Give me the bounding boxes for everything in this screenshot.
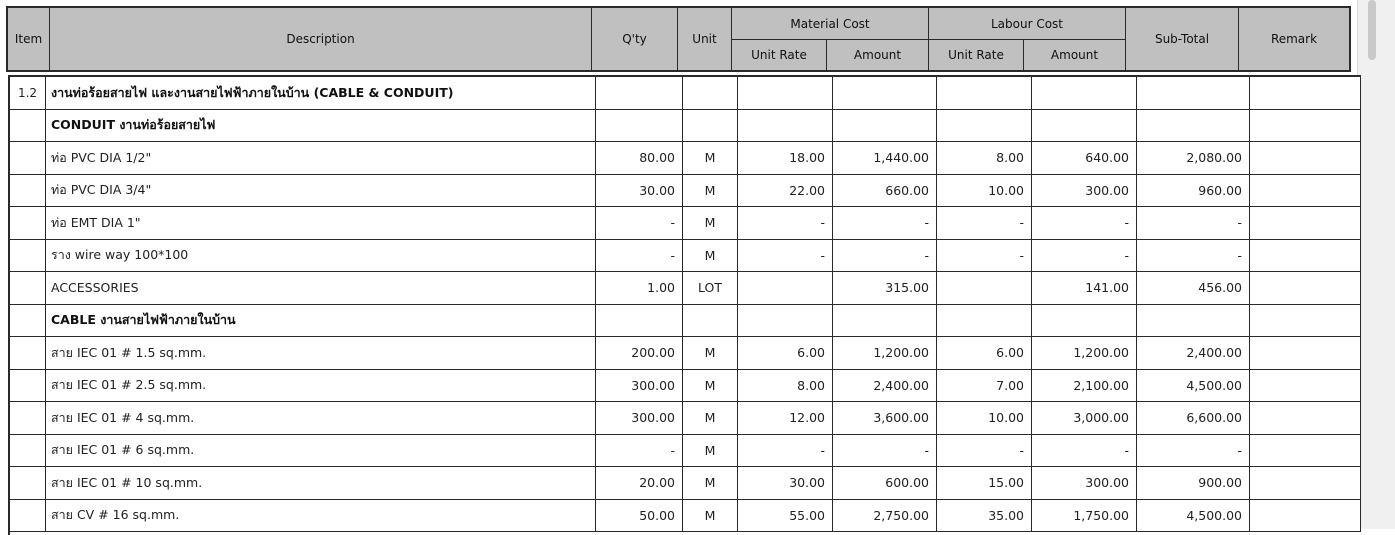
remark-cell (1250, 240, 1361, 272)
unit-cell: M (683, 435, 738, 467)
sub-total-cell (1137, 305, 1250, 337)
labour-unit-rate-cell: 8.00 (937, 142, 1032, 174)
material-unit-rate-cell: 22.00 (738, 175, 833, 207)
table-row (10, 207, 1361, 240)
labour-amount-cell: 1,750.00 (1032, 500, 1137, 532)
qty-cell (596, 77, 683, 109)
table-row (10, 175, 1361, 208)
remark-cell (1250, 272, 1361, 304)
item-cell (10, 240, 46, 272)
material-amount-cell: 1,200.00 (833, 337, 937, 369)
remark-cell (1250, 435, 1361, 467)
table-row (10, 77, 1361, 110)
header-item-label: Item (14, 32, 43, 46)
item-cell (10, 207, 46, 239)
material-amount-cell: - (833, 435, 937, 467)
unit-cell: M (683, 370, 738, 402)
material-amount-cell: 2,400.00 (833, 370, 937, 402)
sub-total-cell: 456.00 (1137, 272, 1250, 304)
header-remark-label: Remark (1270, 32, 1318, 46)
remark-cell (1250, 175, 1361, 207)
qty-cell: 50.00 (596, 500, 683, 532)
remark-cell (1250, 402, 1361, 434)
remark-cell (1250, 370, 1361, 402)
material-unit-rate-cell (738, 305, 833, 337)
labour-unit-rate-cell (937, 77, 1032, 109)
header-labour-unit-rate (929, 39, 1024, 70)
labour-amount-cell (1032, 305, 1137, 337)
header-unit (678, 8, 732, 70)
description-cell: CONDUIT งานท่อร้อยสายไฟ (46, 110, 596, 142)
unit-cell (683, 77, 738, 109)
labour-unit-rate-cell: 35.00 (937, 500, 1032, 532)
description-cell: ท่อ PVC DIA 3/4" (46, 175, 596, 207)
sub-total-cell: 2,080.00 (1137, 142, 1250, 174)
table-row (10, 435, 1361, 468)
description-cell: สาย IEC 01 # 4 sq.mm. (46, 402, 596, 434)
remark-cell (1250, 337, 1361, 369)
material-unit-rate-cell: - (738, 240, 833, 272)
description-cell: งานท่อร้อยสายไฟ และงานสายไฟฟ้าภายในบ้าน (CABLE & CONDUIT) (46, 77, 596, 109)
qty-cell (596, 110, 683, 142)
table-row (10, 402, 1361, 435)
header-remark (1239, 8, 1349, 70)
sub-total-cell: - (1137, 207, 1250, 239)
header-labour-cost-label: Labour Cost (990, 16, 1064, 31)
sub-total-cell (1137, 77, 1250, 109)
labour-amount-cell: 3,000.00 (1032, 402, 1137, 434)
labour-amount-cell: 300.00 (1032, 175, 1137, 207)
header-material-cost (732, 8, 929, 39)
material-unit-rate-cell: 55.00 (738, 500, 833, 532)
item-cell (10, 337, 46, 369)
sub-total-cell: 900.00 (1137, 467, 1250, 499)
labour-unit-rate-cell: 7.00 (937, 370, 1032, 402)
item-cell (10, 110, 46, 142)
material-amount-cell (833, 110, 937, 142)
header-description (50, 8, 592, 70)
material-unit-rate-cell: 18.00 (738, 142, 833, 174)
material-unit-rate-cell (738, 77, 833, 109)
table-row (10, 370, 1361, 403)
header-sub-total-label: Sub-Total (1154, 32, 1210, 46)
qty-cell: - (596, 207, 683, 239)
labour-unit-rate-cell: 6.00 (937, 337, 1032, 369)
scrollbar-thumb[interactable] (1368, 0, 1376, 60)
description-cell: ราง wire way 100*100 (46, 240, 596, 272)
qty-cell: 300.00 (596, 370, 683, 402)
qty-cell: 200.00 (596, 337, 683, 369)
material-amount-cell (833, 305, 937, 337)
material-unit-rate-cell (738, 272, 833, 304)
material-amount-cell: 2,750.00 (833, 500, 937, 532)
remark-cell (1250, 305, 1361, 337)
unit-cell: M (683, 500, 738, 532)
material-amount-cell: 660.00 (833, 175, 937, 207)
sub-total-cell: 4,500.00 (1137, 500, 1250, 532)
labour-amount-cell: 640.00 (1032, 142, 1137, 174)
unit-cell: M (683, 207, 738, 239)
header-material-amount-label: Amount (853, 48, 902, 62)
labour-unit-rate-cell: 15.00 (937, 467, 1032, 499)
remark-cell (1250, 142, 1361, 174)
item-cell (10, 142, 46, 174)
header-unit-label: Unit (692, 32, 717, 46)
vertical-scrollbar[interactable] (1357, 0, 1395, 529)
remark-cell (1250, 207, 1361, 239)
description-cell: สาย CV # 16 sq.mm. (46, 500, 596, 532)
sub-total-cell: - (1137, 240, 1250, 272)
description-cell: สาย IEC 01 # 1.5 sq.mm. (46, 337, 596, 369)
item-cell (10, 370, 46, 402)
table-row (10, 272, 1361, 305)
labour-unit-rate-cell: - (937, 435, 1032, 467)
description-cell: สาย IEC 01 # 10 sq.mm. (46, 467, 596, 499)
labour-unit-rate-cell: - (937, 207, 1032, 239)
labour-unit-rate-cell: 10.00 (937, 175, 1032, 207)
labour-unit-rate-cell (937, 110, 1032, 142)
material-unit-rate-cell: 30.00 (738, 467, 833, 499)
qty-cell: 20.00 (596, 467, 683, 499)
remark-cell (1250, 500, 1361, 532)
remark-cell (1250, 110, 1361, 142)
labour-unit-rate-cell (937, 272, 1032, 304)
description-cell: ท่อ EMT DIA 1" (46, 207, 596, 239)
unit-cell: LOT (683, 272, 738, 304)
sub-total-cell: - (1137, 435, 1250, 467)
boq-table-body (8, 75, 1361, 535)
material-unit-rate-cell: 12.00 (738, 402, 833, 434)
header-material-unit-rate (732, 39, 827, 70)
item-cell (10, 402, 46, 434)
labour-amount-cell: 141.00 (1032, 272, 1137, 304)
sub-total-cell: 4,500.00 (1137, 370, 1250, 402)
labour-amount-cell (1032, 110, 1137, 142)
unit-cell: M (683, 467, 738, 499)
labour-amount-cell (1032, 77, 1137, 109)
header-item (8, 8, 50, 70)
sub-total-cell: 6,600.00 (1137, 402, 1250, 434)
unit-cell: M (683, 142, 738, 174)
item-cell (10, 305, 46, 337)
description-cell: ACCESSORIES (46, 272, 596, 304)
material-amount-cell: 600.00 (833, 467, 937, 499)
material-unit-rate-cell: - (738, 435, 833, 467)
material-amount-cell (833, 77, 937, 109)
remark-cell (1250, 77, 1361, 109)
table-row (10, 500, 1361, 533)
material-amount-cell: 315.00 (833, 272, 937, 304)
sub-total-cell: 960.00 (1137, 175, 1250, 207)
header-labour-cost (929, 8, 1126, 39)
item-cell (10, 467, 46, 499)
material-amount-cell: 1,440.00 (833, 142, 937, 174)
header-description-label: Description (286, 32, 355, 46)
unit-cell: M (683, 402, 738, 434)
item-cell (10, 175, 46, 207)
sub-total-cell: 2,400.00 (1137, 337, 1250, 369)
table-row (10, 240, 1361, 273)
table-header (6, 6, 1351, 72)
qty-cell: 80.00 (596, 142, 683, 174)
header-labour-amount (1024, 39, 1126, 70)
labour-amount-cell: 2,100.00 (1032, 370, 1137, 402)
qty-cell (596, 305, 683, 337)
labour-amount-cell: - (1032, 240, 1137, 272)
labour-unit-rate-cell: - (937, 240, 1032, 272)
description-cell: สาย IEC 01 # 6 sq.mm. (46, 435, 596, 467)
header-material-amount (827, 39, 929, 70)
unit-cell (683, 305, 738, 337)
unit-cell: M (683, 337, 738, 369)
material-unit-rate-cell: 6.00 (738, 337, 833, 369)
sub-total-cell (1137, 110, 1250, 142)
item-cell (10, 500, 46, 532)
header-sub-total (1126, 8, 1239, 70)
table-row (10, 337, 1361, 370)
remark-cell (1250, 467, 1361, 499)
labour-unit-rate-cell: 10.00 (937, 402, 1032, 434)
material-unit-rate-cell (738, 110, 833, 142)
table-row (10, 110, 1361, 143)
labour-amount-cell: 300.00 (1032, 467, 1137, 499)
qty-cell: 30.00 (596, 175, 683, 207)
header-qty (592, 8, 678, 70)
labour-amount-cell: - (1032, 435, 1137, 467)
header-material-cost-label: Material Cost (790, 16, 870, 31)
labour-amount-cell: 1,200.00 (1032, 337, 1137, 369)
item-cell: 1.2 (10, 77, 46, 109)
labour-amount-cell: - (1032, 207, 1137, 239)
material-amount-cell: 3,600.00 (833, 402, 937, 434)
material-unit-rate-cell: 8.00 (738, 370, 833, 402)
material-amount-cell: - (833, 207, 937, 239)
unit-cell: M (683, 240, 738, 272)
qty-cell: 1.00 (596, 272, 683, 304)
description-cell: CABLE งานสายไฟฟ้าภายในบ้าน (46, 305, 596, 337)
table-row (10, 142, 1361, 175)
description-cell: สาย IEC 01 # 2.5 sq.mm. (46, 370, 596, 402)
table-row (10, 305, 1361, 338)
item-cell (10, 435, 46, 467)
header-material-unit-rate-label: Unit Rate (751, 48, 807, 62)
material-amount-cell: - (833, 240, 937, 272)
unit-cell: M (683, 175, 738, 207)
material-unit-rate-cell: - (738, 207, 833, 239)
qty-cell: - (596, 435, 683, 467)
header-labour-amount-label: Amount (1050, 48, 1099, 62)
labour-unit-rate-cell (937, 305, 1032, 337)
description-cell: ท่อ PVC DIA 1/2" (46, 142, 596, 174)
qty-cell: 300.00 (596, 402, 683, 434)
unit-cell (683, 110, 738, 142)
header-qty-label: Q'ty (622, 32, 647, 46)
table-row (10, 467, 1361, 500)
item-cell (10, 272, 46, 304)
qty-cell: - (596, 240, 683, 272)
header-labour-unit-rate-label: Unit Rate (948, 48, 1004, 62)
